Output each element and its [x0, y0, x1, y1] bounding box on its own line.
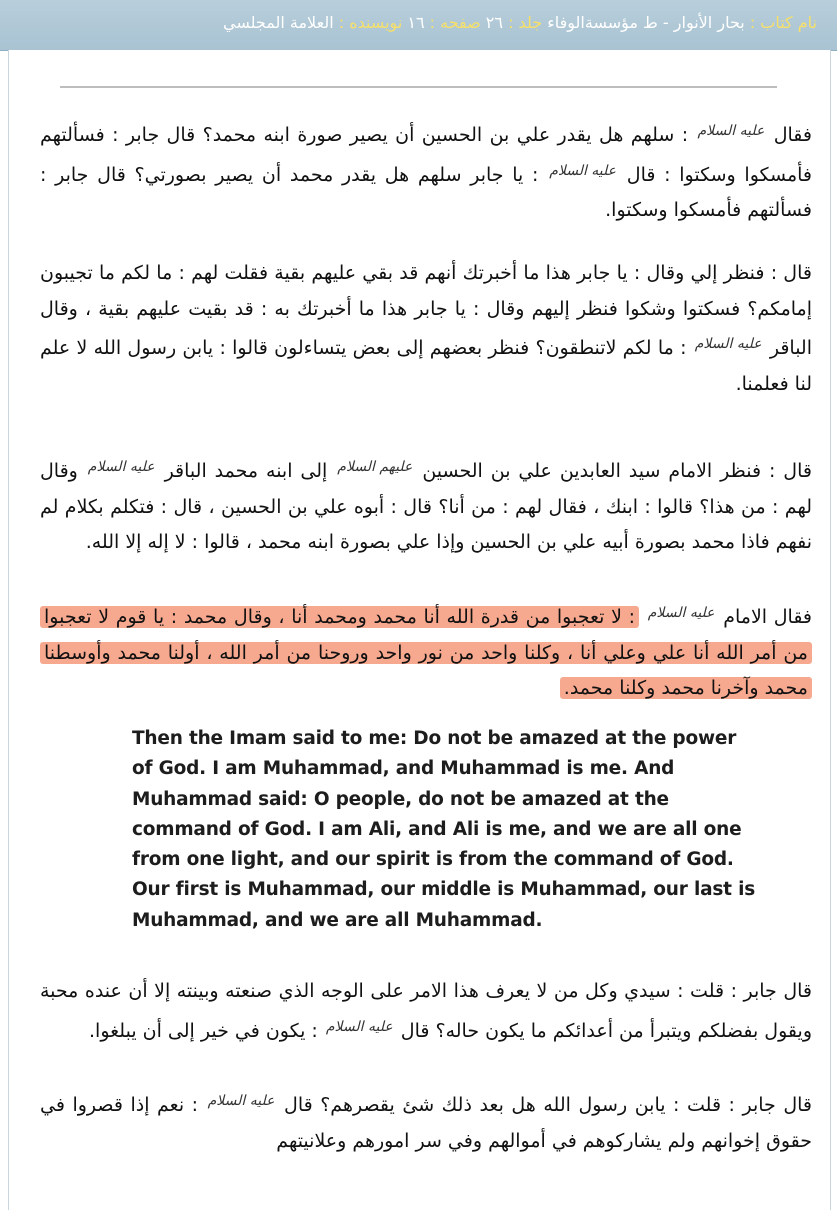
paragraph-5 [40, 974, 812, 1049]
text-run: : سلهم هل يقدر علي بن الحسين أن يصير صورة ابنه محمد؟ قال جابر : فسألتهم فأمسكوا وسكتوا : قال [40, 124, 813, 186]
author-label: نويسنده : [338, 13, 403, 32]
page-number: ١٦ [407, 13, 425, 32]
honorific-glyph: عليه السلام [697, 123, 765, 139]
text-run: : نعم إذا قصروا في حقوق إخوانهم ولم يشاركوهم في أموالهم وفي سر امورهم وعلانيتهم [40, 1094, 812, 1152]
text-run: : ما لكم لاتنطقون؟ فنظر بعضهم إلى بعض يتساءلون قالوا : يابن رسول الله لا علم لنا فعلمنا. [40, 337, 812, 395]
divider-rule [60, 86, 777, 88]
book-info-line [223, 13, 817, 32]
text-run: قال : فنظر الامام سيد العابدين علي بن الحسين [422, 460, 812, 482]
honorific-glyph: عليه السلام [549, 162, 617, 179]
paragraph-1 [40, 114, 812, 229]
paragraph-2 [40, 256, 812, 402]
text-run: قال جابر : قلت : سيدي وكل من لا يعرف هذا الامر على الوجه الذي صنعته وبينته إلا أن عنده محبة ويقول بفضلكم ويتبرأ من أعدائكم ما يكون حاله؟ قال [40, 980, 812, 1042]
highlighted-passage[interactable]: : لا تعجبوا من قدرة الله أنا محمد ومحمد أنا ، وقال محمد : يا قوم لا تعجبوا من أمر الله أنا علي وعلي أنا ، وكلنا واحد من نور واحد وروحنا من أمر الله ، أولنا محمد وأوسطنا محمد وآخرنا محمد وكلنا محمد. [40, 606, 812, 699]
honorific-glyph: عليهم السلام [337, 459, 413, 475]
paragraph-6 [40, 1084, 812, 1159]
book-info-header [0, 0, 837, 51]
text-run: : يا جابر سلهم هل يقدر محمد أن يصير بصورتي؟ قال جابر : فسألتهم فأمسكوا وسكتوا. [40, 163, 812, 221]
text-run: فقال [773, 124, 812, 146]
book-title[interactable]: بحار الأنوار - ط مؤسسةالوفاء [547, 13, 745, 32]
text-run: قال : فنظر إلي وقال : يا جابر هذا ما أخبرتك أنهم قد بقي عليهم بقية فقلت لهم : ما لكم ما تجيبون إمامكم؟ فسكتوا وشكوا فنظر إليهم وقال : يا جابر هذا ما أخبرتك به : قد بقيت عليهم بقية ، وقال الباقر [40, 262, 812, 359]
volume-number: ٢٦ [485, 13, 503, 32]
book-label: نام كتاب : [749, 13, 817, 32]
text-run: قال جابر : قلت : يابن رسول الله هل بعد ذلك شئ يقصرهم؟ قال [284, 1094, 813, 1116]
text-run: وقال لهم : من هذا؟ قالوا : ابنك ، فقال لهم : من أنا؟ قال : أبوه علي بن الحسين ، قال : فتكلم بكلام لم نفهم فاذا محمد بصورة أبيه علي بن الحسين وإذا علي بصورة ابنه محمد ، قالوا : لا إله إلا الله. [40, 460, 812, 553]
author-name[interactable]: العلامة المجلسي [223, 13, 334, 32]
text-run: فقال الامام [723, 606, 813, 628]
english-translation: Then the Imam said to me: Do not be amazed at the power of God. I am Muhammad, and Muhammad is me. And Muhammad said: O people, do not be amazed at the command of God. I am Ali, and Ali is me, and we are all one from one light, and our spirit is from the command of God. Our first is Muhammad, our middle is Muhammad, our last is Muhammad, and we are all Muhammad. [132, 728, 756, 931]
honorific-glyph: عليه السلام [647, 605, 715, 621]
text-run: : يكون في خير إلى أن يبلغوا. [89, 1019, 318, 1042]
honorific-glyph: عليه السلام [325, 1018, 393, 1035]
text-run: إلى ابنه محمد الباقر [164, 460, 328, 482]
honorific-glyph: عليه السلام [207, 1093, 275, 1109]
page-label: صفحه : [429, 13, 481, 32]
paragraph-4 [40, 596, 812, 707]
volume-label: جلد : [508, 13, 543, 32]
paragraph-3 [40, 450, 812, 561]
honorific-glyph: عليه السلام [694, 336, 762, 352]
honorific-glyph: عليه السلام [87, 459, 155, 475]
